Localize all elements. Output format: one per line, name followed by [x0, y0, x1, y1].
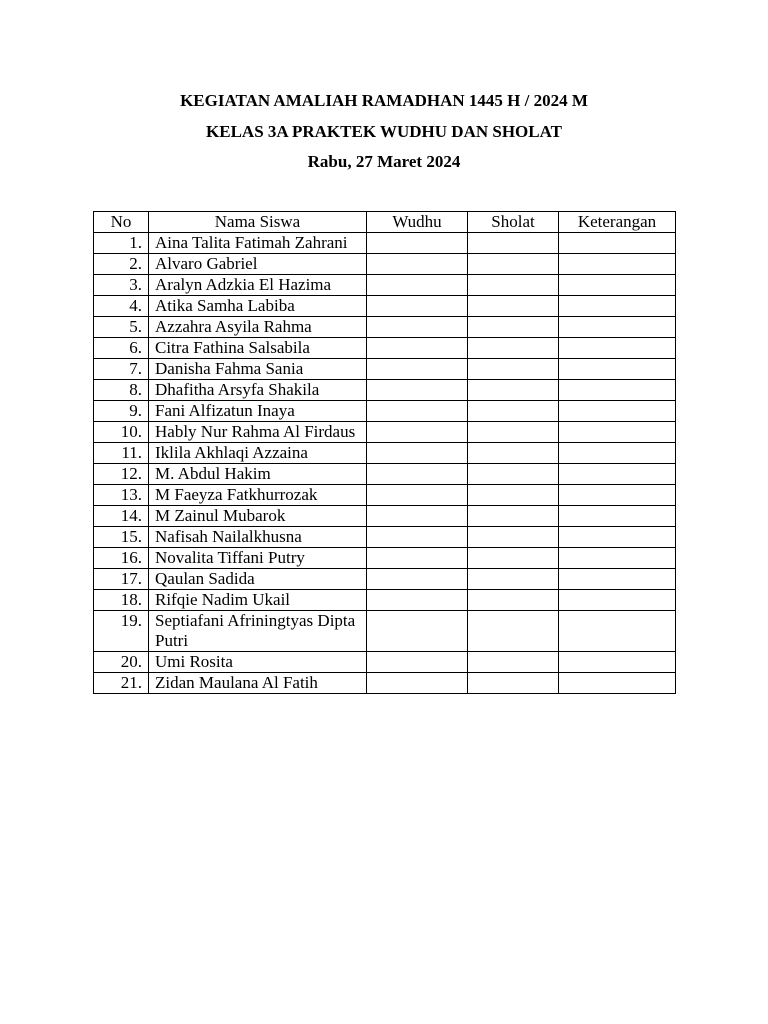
table-body — [94, 233, 676, 694]
table-row — [94, 233, 676, 254]
keterangan-cell — [559, 611, 676, 652]
sholat-cell — [468, 548, 559, 569]
sholat-cell — [468, 359, 559, 380]
row-number: 6. — [94, 338, 149, 359]
keterangan-cell — [559, 422, 676, 443]
student-name: M Faeyza Fatkhurrozak — [149, 485, 367, 506]
row-number: 10. — [94, 422, 149, 443]
row-number: 5. — [94, 317, 149, 338]
keterangan-cell — [559, 548, 676, 569]
wudhu-cell — [367, 569, 468, 590]
wudhu-cell — [367, 401, 468, 422]
wudhu-cell — [367, 443, 468, 464]
row-number: 4. — [94, 296, 149, 317]
student-name: Atika Samha Labiba — [149, 296, 367, 317]
table-row — [94, 422, 676, 443]
column-header-sholat: Sholat — [468, 212, 559, 233]
row-number: 9. — [94, 401, 149, 422]
sholat-cell — [468, 464, 559, 485]
row-number: 8. — [94, 380, 149, 401]
sholat-cell — [468, 527, 559, 548]
row-number: 20. — [94, 652, 149, 673]
student-name: Nafisah Nailalkhusna — [149, 527, 367, 548]
wudhu-cell — [367, 611, 468, 652]
row-number: 18. — [94, 590, 149, 611]
wudhu-cell — [367, 317, 468, 338]
student-name: Iklila Akhlaqi Azzaina — [149, 443, 367, 464]
row-number: 1. — [94, 233, 149, 254]
column-header-no: No — [94, 212, 149, 233]
column-header-keterangan: Keterangan — [559, 212, 676, 233]
student-name: M Zainul Mubarok — [149, 506, 367, 527]
wudhu-cell — [367, 296, 468, 317]
keterangan-cell — [559, 527, 676, 548]
table-row — [94, 569, 676, 590]
wudhu-cell — [367, 527, 468, 548]
student-name: Qaulan Sadida — [149, 569, 367, 590]
document-title: KEGIATAN AMALIAH RAMADHAN 1445 H / 2024 M — [180, 91, 588, 110]
student-name: Dhafitha Arsyfa Shakila — [149, 380, 367, 401]
row-number: 2. — [94, 254, 149, 275]
table-row — [94, 254, 676, 275]
table-row — [94, 485, 676, 506]
row-number: 21. — [94, 673, 149, 694]
sholat-cell — [468, 569, 559, 590]
student-name: Fani Alfizatun Inaya — [149, 401, 367, 422]
table-row — [94, 652, 676, 673]
student-name: Septiafani Afriningtyas Dipta Putri — [149, 611, 367, 652]
row-number: 19. — [94, 611, 149, 652]
wudhu-cell — [367, 254, 468, 275]
sholat-cell — [468, 443, 559, 464]
student-name: Novalita Tiffani Putry — [149, 548, 367, 569]
keterangan-cell — [559, 506, 676, 527]
student-name: M. Abdul Hakim — [149, 464, 367, 485]
table-header-row — [94, 212, 676, 233]
wudhu-cell — [367, 380, 468, 401]
wudhu-cell — [367, 338, 468, 359]
wudhu-cell — [367, 506, 468, 527]
sholat-cell — [468, 673, 559, 694]
sholat-cell — [468, 422, 559, 443]
table-row — [94, 464, 676, 485]
keterangan-cell — [559, 296, 676, 317]
sholat-cell — [468, 611, 559, 652]
keterangan-cell — [559, 254, 676, 275]
row-number: 11. — [94, 443, 149, 464]
document-header — [0, 86, 768, 178]
sholat-cell — [468, 590, 559, 611]
table-row — [94, 296, 676, 317]
table-row — [94, 401, 676, 422]
student-name: Alvaro Gabriel — [149, 254, 367, 275]
sholat-cell — [468, 652, 559, 673]
table-row — [94, 548, 676, 569]
student-name: Rifqie Nadim Ukail — [149, 590, 367, 611]
table-row — [94, 275, 676, 296]
table-row — [94, 527, 676, 548]
table-row — [94, 359, 676, 380]
student-name: Citra Fathina Salsabila — [149, 338, 367, 359]
row-number: 3. — [94, 275, 149, 296]
sholat-cell — [468, 296, 559, 317]
keterangan-cell — [559, 338, 676, 359]
student-name: Aralyn Adzkia El Hazima — [149, 275, 367, 296]
student-name: Azzahra Asyila Rahma — [149, 317, 367, 338]
student-name: Danisha Fahma Sania — [149, 359, 367, 380]
table-row — [94, 506, 676, 527]
keterangan-cell — [559, 401, 676, 422]
wudhu-cell — [367, 359, 468, 380]
table-row — [94, 611, 676, 652]
sholat-cell — [468, 380, 559, 401]
wudhu-cell — [367, 590, 468, 611]
keterangan-cell — [559, 464, 676, 485]
keterangan-cell — [559, 233, 676, 254]
keterangan-cell — [559, 485, 676, 506]
row-number: 17. — [94, 569, 149, 590]
student-name: Zidan Maulana Al Fatih — [149, 673, 367, 694]
sholat-cell — [468, 485, 559, 506]
keterangan-cell — [559, 275, 676, 296]
column-header-name: Nama Siswa — [149, 212, 367, 233]
wudhu-cell — [367, 485, 468, 506]
wudhu-cell — [367, 233, 468, 254]
wudhu-cell — [367, 548, 468, 569]
table-row — [94, 380, 676, 401]
row-number: 15. — [94, 527, 149, 548]
keterangan-cell — [559, 317, 676, 338]
column-header-wudhu: Wudhu — [367, 212, 468, 233]
sholat-cell — [468, 317, 559, 338]
table-row — [94, 338, 676, 359]
sholat-cell — [468, 233, 559, 254]
wudhu-cell — [367, 422, 468, 443]
keterangan-cell — [559, 569, 676, 590]
table-row — [94, 317, 676, 338]
keterangan-cell — [559, 673, 676, 694]
sholat-cell — [468, 254, 559, 275]
keterangan-cell — [559, 359, 676, 380]
keterangan-cell — [559, 652, 676, 673]
sholat-cell — [468, 506, 559, 527]
wudhu-cell — [367, 652, 468, 673]
row-number: 14. — [94, 506, 149, 527]
wudhu-cell — [367, 464, 468, 485]
student-name: Umi Rosita — [149, 652, 367, 673]
sholat-cell — [468, 401, 559, 422]
row-number: 12. — [94, 464, 149, 485]
keterangan-cell — [559, 380, 676, 401]
row-number: 16. — [94, 548, 149, 569]
wudhu-cell — [367, 275, 468, 296]
student-name: Hably Nur Rahma Al Firdaus — [149, 422, 367, 443]
keterangan-cell — [559, 590, 676, 611]
student-name: Aina Talita Fatimah Zahrani — [149, 233, 367, 254]
sholat-cell — [468, 275, 559, 296]
table-row — [94, 443, 676, 464]
table-row — [94, 590, 676, 611]
class-subtitle: KELAS 3A PRAKTEK WUDHU DAN SHOLAT — [206, 121, 562, 141]
wudhu-cell — [367, 673, 468, 694]
sholat-cell — [468, 338, 559, 359]
attendance-table — [93, 211, 676, 694]
row-number: 13. — [94, 485, 149, 506]
document-date: Rabu, 27 Maret 2024 — [307, 152, 461, 171]
row-number: 7. — [94, 359, 149, 380]
keterangan-cell — [559, 443, 676, 464]
table-row — [94, 673, 676, 694]
